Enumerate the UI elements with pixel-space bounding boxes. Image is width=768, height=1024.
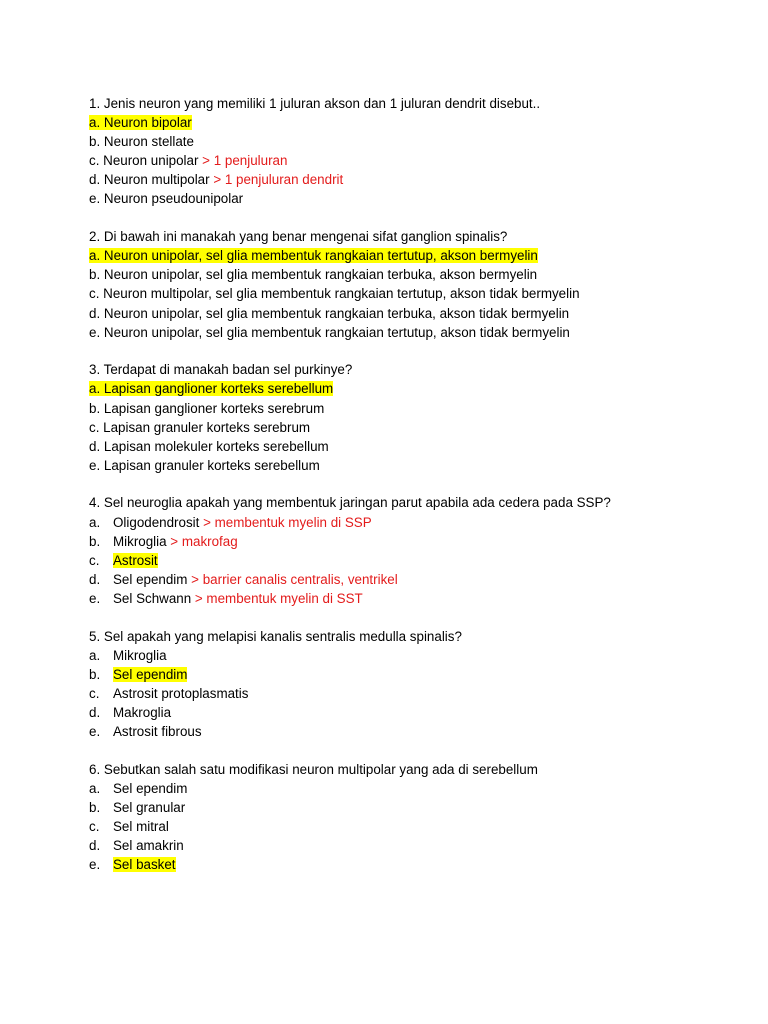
option-note: > membentuk myelin di SSP (199, 514, 372, 530)
option-letter: d. (89, 705, 101, 720)
option-letter: e. (89, 724, 101, 740)
option-text: Astrosit protoplasmatis (113, 685, 249, 701)
question-text: 6. Sebutkan salah satu modifikasi neuron multipolar yang ada di serebellum (89, 761, 538, 777)
option-text: Astrosit fibrous (113, 724, 202, 740)
option-text: Lapisan granuler korteks serebrum (103, 419, 311, 435)
answer-option (89, 132, 729, 151)
option-letter: a. (89, 647, 101, 663)
answer-option (89, 817, 729, 836)
answer-option (89, 437, 729, 456)
option-letter: d. (89, 172, 101, 188)
answer-option (89, 798, 729, 817)
question-text: 1. Jenis neuron yang memiliki 1 juluran akson dan 1 juluran dendrit disebut.. (89, 96, 541, 111)
correct-answer-highlight: Sel basket (113, 857, 176, 873)
option-text: Neuron unipolar, sel glia membentuk rangkaian tertutup, akson bermyelin (103, 248, 538, 264)
answer-option (89, 189, 729, 208)
option-text: Sel granular (113, 799, 186, 815)
option-note: > makrofag (166, 533, 238, 549)
answer-option (89, 513, 729, 532)
option-text: Lapisan granuler korteks serebellum (103, 457, 320, 473)
option-letter: d. (89, 838, 101, 854)
answer-option (89, 399, 729, 418)
option-letter: a. (89, 381, 101, 397)
question-block (89, 360, 729, 475)
option-letter: c. (89, 819, 100, 835)
option-text: Mikroglia (113, 647, 167, 663)
correct-answer-highlight: Astrosit (113, 552, 158, 568)
option-text: Neuron stellate (103, 134, 194, 150)
option-letter: a. (89, 514, 101, 530)
option-text: Sel mitral (113, 819, 169, 835)
question-block (89, 627, 729, 742)
option-letter: a. (89, 248, 101, 264)
answer-option (89, 284, 729, 303)
answer-option (89, 570, 729, 589)
option-text: Sel ependim (113, 780, 188, 796)
option-text: Neuron multipolar (103, 172, 210, 188)
answer-option (89, 551, 729, 570)
answer-option (89, 532, 729, 551)
answer-option (89, 703, 729, 722)
option-note: > 1 penjuluran (202, 153, 288, 169)
option-letter: c. (89, 153, 100, 169)
option-text: Lapisan molekuler korteks serebellum (103, 438, 329, 454)
answer-option (89, 170, 729, 189)
option-letter: d. (89, 571, 101, 587)
option-text: Lapisan ganglioner korteks serebrum (103, 400, 325, 416)
answer-option (89, 418, 729, 437)
option-letter: b. (89, 134, 101, 150)
answer-option (89, 684, 729, 703)
option-text: Lapisan ganglioner korteks serebellum (103, 381, 334, 397)
option-text: Sel Schwann (113, 590, 192, 606)
option-text: Neuron multipolar, sel glia membentuk rangkaian tertutup, akson tidak bermyelin (103, 286, 580, 302)
answer-option (89, 836, 729, 855)
option-text: Neuron unipolar, sel glia membentuk rangkaian terbuka, akson bermyelin (103, 267, 538, 283)
option-note: > barrier canalis centralis, ventrikel (187, 571, 398, 587)
option-letter: a. (89, 115, 101, 131)
question-block (89, 760, 729, 875)
option-text: Sel amakrin (113, 838, 184, 854)
option-letter: b. (89, 267, 101, 283)
answer-option (89, 151, 729, 170)
answer-option (89, 304, 729, 323)
answer-option (89, 113, 729, 132)
question-block (89, 493, 729, 608)
answer-option (89, 323, 729, 342)
option-letter: e. (89, 324, 101, 340)
option-text: Neuron unipolar (103, 153, 203, 169)
option-letter: a. (89, 780, 101, 796)
option-letter: c. (89, 286, 100, 302)
answer-option (89, 265, 729, 284)
answer-option (89, 246, 729, 265)
answer-option (89, 589, 729, 608)
answer-option (89, 779, 729, 798)
option-letter: b. (89, 400, 101, 416)
option-text: Sel ependim (113, 571, 188, 587)
option-text: Neuron pseudounipolar (103, 191, 244, 207)
option-letter: c. (89, 685, 100, 701)
option-letter: d. (89, 305, 101, 321)
question-block (89, 94, 729, 209)
option-letter: e. (89, 457, 101, 473)
correct-answer-highlight (89, 381, 333, 396)
option-letter: b. (89, 799, 101, 815)
answer-option (89, 855, 729, 874)
option-note: > membentuk myelin di SST (191, 590, 363, 606)
question-text: 2. Di bawah ini manakah yang benar mengenai sifat ganglion spinalis? (89, 229, 508, 245)
option-text: Mikroglia (113, 533, 167, 549)
option-letter: c. (89, 419, 100, 435)
correct-answer-highlight: Sel ependim (113, 666, 188, 682)
option-letter: d. (89, 438, 101, 454)
question-text: 3. Terdapat di manakah badan sel purkinye? (89, 362, 353, 378)
answer-option (89, 646, 729, 665)
option-text: Oligodendrosit (113, 514, 200, 530)
answer-option (89, 665, 729, 684)
option-text: Neuron unipolar, sel glia membentuk rangkaian tertutup, akson tidak bermyelin (103, 324, 570, 340)
question-block (89, 227, 729, 342)
option-text: Neuron unipolar, sel glia membentuk rangkaian terbuka, akson tidak bermyelin (103, 305, 570, 321)
question-text: 4. Sel neuroglia apakah yang membentuk jaringan parut apabila ada cedera pada SSP? (89, 495, 611, 511)
option-text: Neuron bipolar (103, 115, 192, 131)
correct-answer-highlight (89, 248, 538, 263)
option-letter: b. (89, 666, 101, 682)
quiz-content (89, 94, 729, 893)
option-letter: e. (89, 590, 101, 606)
option-letter: c. (89, 552, 100, 568)
option-note: > 1 penjuluran dendrit (209, 172, 344, 188)
option-letter: e. (89, 191, 101, 207)
option-text: Makroglia (113, 705, 172, 720)
answer-option (89, 456, 729, 475)
answer-option (89, 722, 729, 741)
question-text: 5. Sel apakah yang melapisi kanalis sentralis medulla spinalis? (89, 628, 462, 644)
correct-answer-highlight (89, 115, 192, 130)
option-letter: b. (89, 533, 101, 549)
answer-option (89, 379, 729, 398)
option-letter: e. (89, 857, 101, 873)
